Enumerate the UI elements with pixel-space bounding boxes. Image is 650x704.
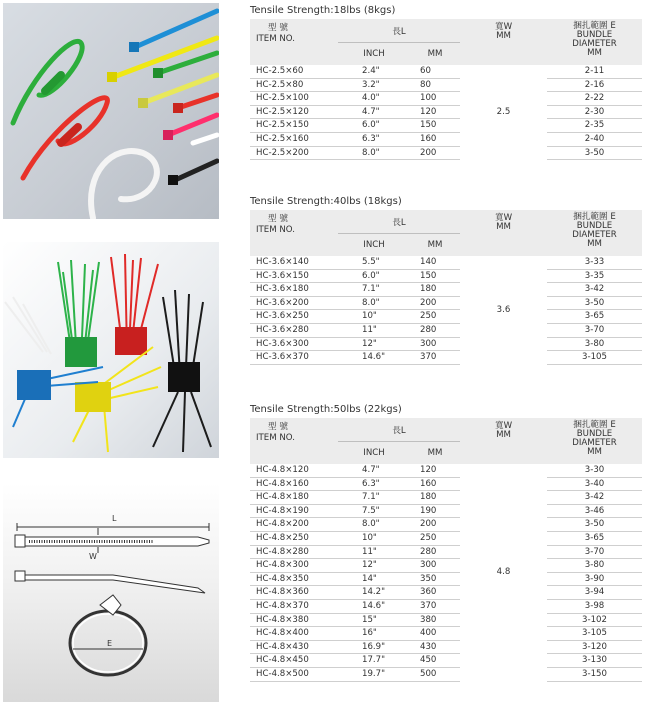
header-width-mm: MM: [496, 430, 511, 440]
bundle-diameter-cell: 3-94: [547, 586, 642, 600]
length-inch-cell: 4.7": [338, 105, 410, 119]
length-inch-cell: 7.1": [338, 283, 410, 297]
bundle-diameter-cell: 3-105: [547, 627, 642, 641]
length-mm-cell: 120: [410, 105, 460, 119]
bundle-diameter-cell: 3-120: [547, 640, 642, 654]
table-row: [250, 613, 642, 627]
table-row: [250, 477, 642, 491]
table-row: [250, 572, 642, 586]
bundle-diameter-cell: 2-22: [547, 92, 642, 106]
item-no-cell: HC-2.5×200: [250, 146, 338, 160]
header-bundle-cn: 捆扎範圍 E: [573, 420, 616, 430]
table-header: [250, 19, 642, 65]
header-mm: MM: [410, 442, 460, 465]
length-mm-cell: 190: [410, 504, 460, 518]
bundle-diameter-cell: 3-30: [547, 464, 642, 477]
bundle-diameter-cell: 3-90: [547, 572, 642, 586]
item-no-cell: HC-4.8×400: [250, 627, 338, 641]
header-type: 型 號: [268, 214, 288, 224]
width-mm-cell: 4.8: [460, 464, 547, 681]
header-length: 長L: [338, 19, 460, 43]
length-mm-cell: 350: [410, 572, 460, 586]
table-row: [250, 146, 642, 160]
table-body: [250, 65, 642, 160]
item-no-cell: HC-4.8×380: [250, 613, 338, 627]
length-inch-cell: 8.0": [338, 146, 410, 160]
length-mm-cell: 280: [410, 323, 460, 337]
length-mm-cell: 60: [410, 65, 460, 78]
item-no-cell: HC-2.5×150: [250, 119, 338, 133]
bundle-diameter-cell: 3-50: [547, 146, 642, 160]
width-mm-cell: 2.5: [460, 65, 547, 160]
length-inch-cell: 11": [338, 323, 410, 337]
item-no-cell: HC-2.5×120: [250, 105, 338, 119]
item-no-cell: HC-3.6×370: [250, 351, 338, 365]
header-bundle-l3: MM: [587, 239, 602, 249]
header-mm: MM: [410, 43, 460, 66]
table-row: [250, 599, 642, 613]
item-no-cell: HC-3.6×180: [250, 283, 338, 297]
length-mm-cell: 180: [410, 283, 460, 297]
width-dim-label: W: [89, 552, 97, 561]
length-inch-cell: 6.3": [338, 132, 410, 146]
length-inch-cell: 6.3": [338, 477, 410, 491]
table-row: [250, 323, 642, 337]
length-inch-cell: 10": [338, 310, 410, 324]
header-inch: INCH: [338, 234, 410, 257]
length-mm-cell: 150: [410, 119, 460, 133]
table-header: [250, 418, 642, 464]
item-no-cell: HC-4.8×430: [250, 640, 338, 654]
length-inch-cell: 3.2": [338, 78, 410, 92]
bundle-diameter-cell: 2-30: [547, 105, 642, 119]
bundle-diameter-cell: 3-98: [547, 599, 642, 613]
length-inch-cell: 7.1": [338, 491, 410, 505]
length-mm-cell: 450: [410, 654, 460, 668]
header-bundle-l1: BUNDLE: [576, 221, 613, 231]
table-row: [250, 491, 642, 505]
item-no-cell: HC-3.6×300: [250, 337, 338, 351]
table-row: [250, 65, 642, 78]
item-no-cell: HC-2.5×80: [250, 78, 338, 92]
spec-table: [250, 19, 642, 160]
length-mm-cell: 80: [410, 78, 460, 92]
item-no-cell: HC-4.8×300: [250, 559, 338, 573]
spec-table: [250, 418, 642, 682]
width-mm-cell: 3.6: [460, 256, 547, 364]
table-row: [250, 586, 642, 600]
length-inch-cell: 6.0": [338, 119, 410, 133]
table-row: [250, 296, 642, 310]
table-row: [250, 531, 642, 545]
length-mm-cell: 380: [410, 613, 460, 627]
bundle-diameter-cell: 3-40: [547, 477, 642, 491]
header-bundle-cn: 捆扎範圍 E: [573, 212, 616, 222]
bundle-diameter-cell: 2-40: [547, 132, 642, 146]
item-no-cell: HC-4.8×180: [250, 491, 338, 505]
length-inch-cell: 6.0": [338, 269, 410, 283]
spec-section-18lbs: [250, 3, 642, 160]
length-mm-cell: 300: [410, 559, 460, 573]
cable-ties-colors-illustration: [3, 3, 219, 219]
item-no-cell: HC-4.8×280: [250, 545, 338, 559]
header-item-no: ITEM NO.: [256, 34, 295, 44]
length-mm-cell: 250: [410, 531, 460, 545]
cable-tie-diagram: [3, 483, 219, 702]
section-title: Tensile Strength:50lbs (22kgs): [250, 404, 402, 415]
header-width-mm: MM: [496, 222, 511, 232]
bundle-diameter-cell: 3-70: [547, 545, 642, 559]
length-inch-cell: 4.0": [338, 92, 410, 106]
length-mm-cell: 200: [410, 146, 460, 160]
item-no-cell: HC-4.8×190: [250, 504, 338, 518]
table-row: [250, 256, 642, 269]
length-inch-cell: 14.6": [338, 351, 410, 365]
table-row: [250, 518, 642, 532]
header-type: 型 號: [268, 422, 288, 432]
header-bundle-l1: BUNDLE: [576, 429, 613, 439]
header-width: 寬W: [494, 213, 513, 223]
table-row: [250, 351, 642, 365]
table-row: [250, 640, 642, 654]
cable-tie-bundles-photo: [3, 242, 219, 458]
length-inch-cell: 7.5": [338, 504, 410, 518]
table-row: [250, 559, 642, 573]
table-row: [250, 132, 642, 146]
length-mm-cell: 200: [410, 296, 460, 310]
bundle-diameter-cell: 2-35: [547, 119, 642, 133]
table-row: [250, 464, 642, 477]
bundle-diameter-cell: 3-35: [547, 269, 642, 283]
bundle-diameter-cell: 3-150: [547, 667, 642, 681]
length-inch-cell: 16.9": [338, 640, 410, 654]
section-title: Tensile Strength:40lbs (18kgs): [250, 196, 402, 207]
length-inch-cell: 14": [338, 572, 410, 586]
length-inch-cell: 19.7": [338, 667, 410, 681]
item-no-cell: HC-4.8×450: [250, 654, 338, 668]
item-no-cell: HC-4.8×120: [250, 464, 338, 477]
bundle-diameter-cell: 3-50: [547, 296, 642, 310]
header-type: 型 號: [268, 23, 288, 33]
item-no-cell: HC-4.8×160: [250, 477, 338, 491]
bundle-diameter-cell: 3-42: [547, 283, 642, 297]
item-no-cell: HC-4.8×250: [250, 531, 338, 545]
section-title: Tensile Strength:18lbs (8kgs): [250, 5, 396, 16]
length-mm-cell: 500: [410, 667, 460, 681]
header-bundle-l2: DIAMETER: [572, 39, 617, 49]
length-inch-cell: 10": [338, 531, 410, 545]
bundle-diameter-cell: 3-65: [547, 531, 642, 545]
length-mm-cell: 280: [410, 545, 460, 559]
item-no-cell: HC-4.8×500: [250, 667, 338, 681]
table-row: [250, 92, 642, 106]
table-row: [250, 337, 642, 351]
length-mm-cell: 180: [410, 491, 460, 505]
table-row: [250, 78, 642, 92]
header-width-mm: MM: [496, 31, 511, 41]
bundle-diameter-cell: 3-65: [547, 310, 642, 324]
header-bundle-l3: MM: [587, 447, 602, 457]
table-row: [250, 627, 642, 641]
table-row: [250, 269, 642, 283]
spec-table: [250, 210, 642, 365]
length-inch-cell: 17.7": [338, 654, 410, 668]
item-no-cell: HC-3.6×140: [250, 256, 338, 269]
item-no-cell: HC-4.8×360: [250, 586, 338, 600]
header-bundle-l2: DIAMETER: [572, 438, 617, 448]
length-mm-cell: 160: [410, 132, 460, 146]
table-row: [250, 310, 642, 324]
table-header: [250, 210, 642, 256]
length-mm-cell: 160: [410, 477, 460, 491]
header-item-no: ITEM NO.: [256, 433, 295, 443]
bundle-diameter-cell: 3-102: [547, 613, 642, 627]
item-no-cell: HC-4.8×200: [250, 518, 338, 532]
table-row: [250, 545, 642, 559]
cable-tie-dimension-drawing: [3, 483, 219, 702]
length-inch-cell: 8.0": [338, 296, 410, 310]
header-mm: MM: [410, 234, 460, 257]
length-inch-cell: 15": [338, 613, 410, 627]
item-no-cell: HC-3.6×250: [250, 310, 338, 324]
bundle-diameter-cell: 3-70: [547, 323, 642, 337]
length-mm-cell: 300: [410, 337, 460, 351]
length-inch-cell: 2.4": [338, 65, 410, 78]
length-mm-cell: 370: [410, 599, 460, 613]
spec-section-40lbs: [250, 194, 642, 365]
bundle-diameter-cell: 3-33: [547, 256, 642, 269]
header-length: 長L: [338, 418, 460, 442]
header-bundle-cn: 捆扎範圍 E: [573, 21, 616, 31]
item-no-cell: HC-2.5×100: [250, 92, 338, 106]
bundle-diameter-cell: 3-105: [547, 351, 642, 365]
bundle-diameter-cell: 2-11: [547, 65, 642, 78]
length-inch-cell: 12": [338, 337, 410, 351]
table-row: [250, 654, 642, 668]
length-mm-cell: 370: [410, 351, 460, 365]
cable-tie-bundles-illustration: [3, 242, 219, 458]
item-no-cell: HC-3.6×200: [250, 296, 338, 310]
table-row: [250, 105, 642, 119]
header-bundle-l3: MM: [587, 48, 602, 58]
table-body: [250, 464, 642, 681]
bundle-diameter-cell: 3-42: [547, 491, 642, 505]
length-inch-cell: 14.6": [338, 599, 410, 613]
bundle-diameter-cell: 3-46: [547, 504, 642, 518]
cable-ties-colors-photo: [3, 3, 219, 219]
bundle-diameter-cell: 2-16: [547, 78, 642, 92]
header-width: 寬W: [494, 421, 513, 431]
spec-section-50lbs: [250, 402, 642, 682]
bundle-diameter-cell: 3-50: [547, 518, 642, 532]
bundle-diameter-cell: 3-80: [547, 559, 642, 573]
length-inch-cell: 12": [338, 559, 410, 573]
diameter-dim-label: E: [107, 639, 113, 648]
header-bundle-l1: BUNDLE: [576, 30, 613, 40]
table-row: [250, 667, 642, 681]
length-mm-cell: 200: [410, 518, 460, 532]
length-dim-label: L: [112, 514, 117, 523]
item-no-cell: HC-2.5×160: [250, 132, 338, 146]
length-mm-cell: 250: [410, 310, 460, 324]
item-no-cell: HC-4.8×350: [250, 572, 338, 586]
header-inch: INCH: [338, 442, 410, 465]
table-row: [250, 119, 642, 133]
length-inch-cell: 16": [338, 627, 410, 641]
table-row: [250, 283, 642, 297]
length-inch-cell: 11": [338, 545, 410, 559]
length-mm-cell: 430: [410, 640, 460, 654]
length-inch-cell: 14.2": [338, 586, 410, 600]
length-mm-cell: 360: [410, 586, 460, 600]
header-inch: INCH: [338, 43, 410, 66]
header-length: 長L: [338, 210, 460, 234]
bundle-diameter-cell: 3-80: [547, 337, 642, 351]
length-mm-cell: 400: [410, 627, 460, 641]
header-width: 寬W: [494, 22, 513, 32]
item-no-cell: HC-3.6×280: [250, 323, 338, 337]
length-mm-cell: 150: [410, 269, 460, 283]
table-row: [250, 504, 642, 518]
item-no-cell: HC-3.6×150: [250, 269, 338, 283]
length-inch-cell: 4.7": [338, 464, 410, 477]
header-bundle-l2: DIAMETER: [572, 230, 617, 240]
item-no-cell: HC-2.5×60: [250, 65, 338, 78]
header-item-no: ITEM NO.: [256, 225, 295, 235]
bundle-diameter-cell: 3-130: [547, 654, 642, 668]
length-inch-cell: 8.0": [338, 518, 410, 532]
table-body: [250, 256, 642, 364]
length-inch-cell: 5.5": [338, 256, 410, 269]
item-no-cell: HC-4.8×370: [250, 599, 338, 613]
length-mm-cell: 140: [410, 256, 460, 269]
length-mm-cell: 120: [410, 464, 460, 477]
length-mm-cell: 100: [410, 92, 460, 106]
